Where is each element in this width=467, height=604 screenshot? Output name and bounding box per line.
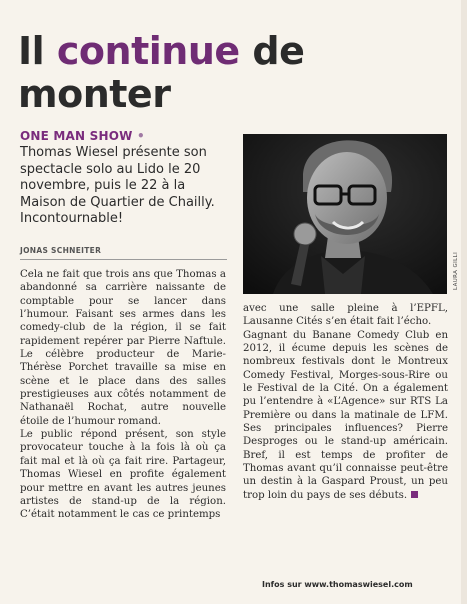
- photo-credit: LAURA GILLI: [453, 251, 459, 290]
- headline-part-1: Il: [18, 29, 57, 73]
- headline-part-2: de monter: [18, 29, 305, 116]
- kicker-label: ONE MAN SHOW: [20, 129, 133, 143]
- body-column-left: [20, 268, 226, 522]
- author-byline: JONAS SCHNEITER: [20, 246, 102, 255]
- kicker-dot: •: [136, 129, 145, 143]
- headline-accent-word: continue: [56, 29, 240, 73]
- end-of-article-mark: [411, 491, 418, 498]
- byline-divider: [20, 259, 227, 260]
- page-edge: [461, 0, 467, 604]
- body-paragraph-text: Gagnant du Banane Comedy Club en 2012, il écume depuis les scènes de nombreux festivals dont le Montreux Comedy Festival, Morges-sous-Rire ou le Festival de la Cité. On a également pu l’entendre à «L’Agence» sur RTS La Première ou dans la matinale de LFM. Ses principales influences? Pierre Desproges ou le stand-up américain. Bref, il est temps de profiter de Thomas avant qu’il connaisse peut-être un destin à la Gaspard Proust, un peu trop loin du pays de ses débuts.: [243, 329, 448, 501]
- body-paragraph: avec une salle pleine à l’EPFL, Lausanne Cités s’en était fait l’écho.: [243, 303, 448, 328]
- body-paragraph: Cela ne fait que trois ans que Thomas a abandonné sa carrière naissante de comptable pour se lancer dans l’humour. Faisant ses armes dans les comedy-club de la région, il se fait rapidement repérer par Pierre Naftule. Le célèbre producteur de Marie-Thérèse Porchet travaille sa mise en scène et le place dans des salles prestigieuses aux côtés notamment de Nathanaël Rochat, autre nouvelle étoile de l’humour romand.: [20, 269, 226, 427]
- lead-paragraph: Thomas Wiesel présente son spectacle solo au Lido le 20 novembre, puis le 22 à la Maison de Quartier de Chailly. Incontournable!: [20, 145, 215, 226]
- portrait-photo: [243, 134, 447, 294]
- body-paragraph: Le public répond présent, son style provocateur touche à la fois là où ça fait mal et là où ça fait rire. Partageur, Thomas Wiesel en profite également pour mettre en avant les autres jeunes artistes de stand-up de la région. C’était notamment le cas ce printemps: [20, 429, 226, 521]
- portrait-image: [243, 134, 447, 294]
- body-column-right: [243, 302, 448, 502]
- headline: [18, 30, 458, 116]
- footer-info-link[interactable]: Infos sur www.thomaswiesel.com: [262, 580, 413, 589]
- section-kicker: [20, 128, 230, 144]
- body-paragraph-final: [243, 329, 448, 502]
